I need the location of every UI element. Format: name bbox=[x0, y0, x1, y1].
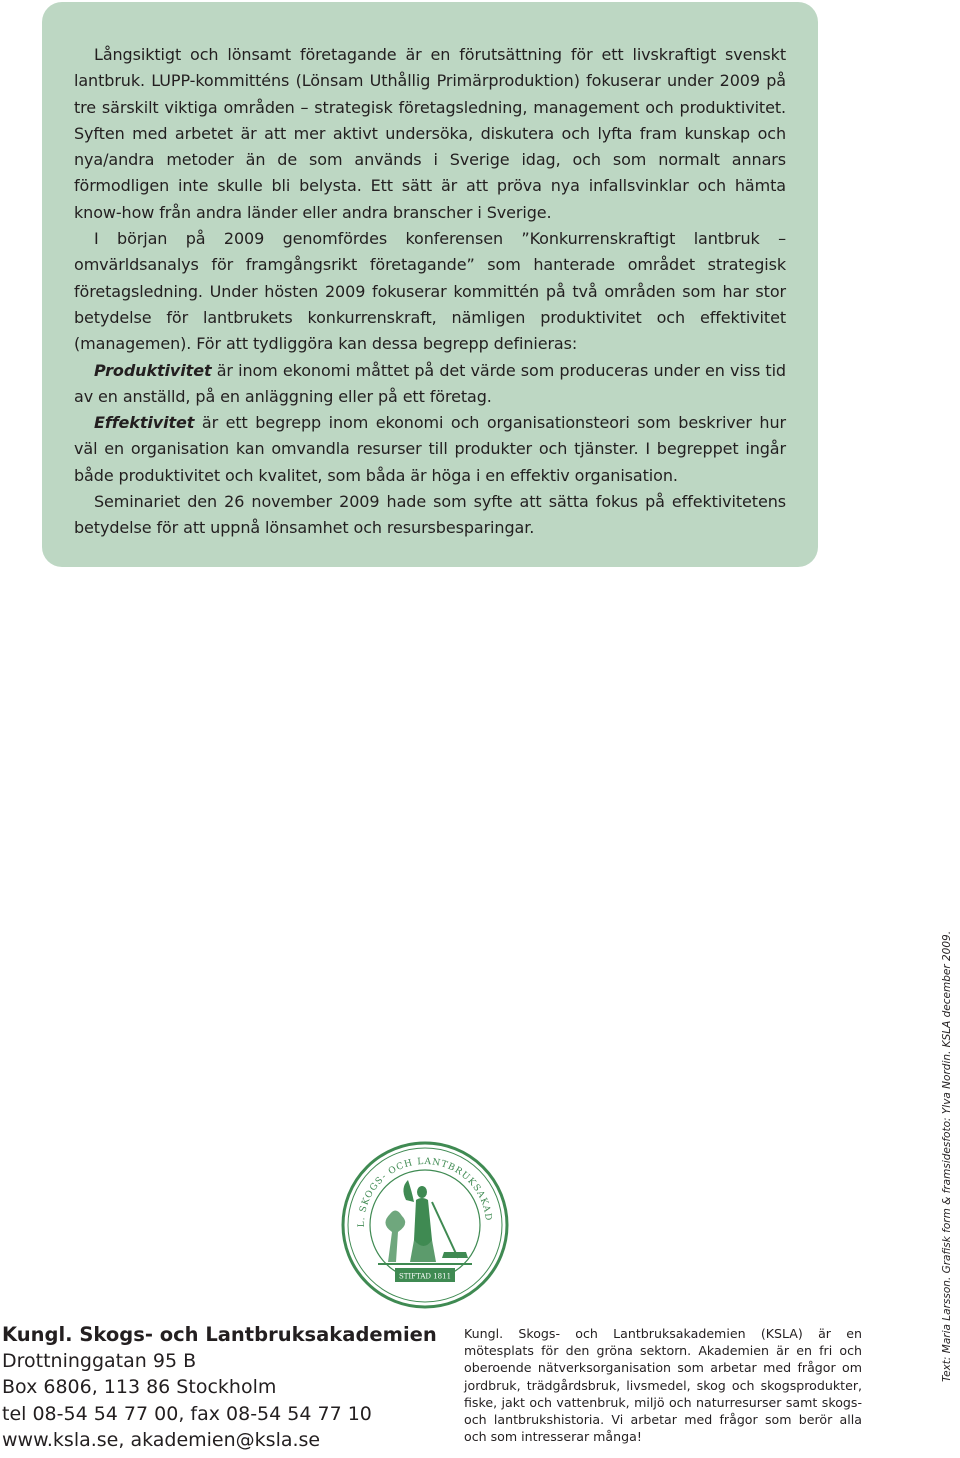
seal-figure-icon bbox=[378, 1180, 472, 1264]
contact-address bbox=[2, 1322, 437, 1453]
seal-lettering: L. SKOGS- OCH LANTBRUKSAKAD bbox=[356, 1156, 493, 1228]
term-efficiency: Effektivitet bbox=[94, 413, 195, 433]
address-box: Box 6806, 113 86 Stockholm bbox=[2, 1376, 277, 1399]
definition-efficiency bbox=[74, 410, 786, 489]
address-web: www.ksla.se, akademien@ksla.se bbox=[2, 1428, 321, 1451]
address-org-name: Kungl. Skogs- och Lantbruksakademien bbox=[2, 1323, 437, 1346]
address-street: Drottninggatan 95 B bbox=[2, 1350, 197, 1373]
about-text: Kungl. Skogs- och Lantbruksakademien (KSLA) är en mötesplats för den gröna sektorn. Akademien är en fri och oberoende nätverksorganisation som arbetar med frågor om jordbruk, trädgårdsbruk, livsmedel, skog och skogsprodukter, fiske, jakt och vattenbruk, miljö och naturresurser samt skogs- och lantbrukshistoria. Vi arbetar med frågor som berör alla och som intresserar många! bbox=[464, 1326, 862, 1445]
intro-paragraph-1: Långsiktigt och lönsamt företagande är en förutsättning för ett livskraftigt svenskt lantbruk. LUPP-kommitténs (Lönsam Uthållig Primärproduktion) fokuserar under 2009 på tre särskilt viktiga områden – strategisk företagsledning, management och produktivitet. Syften med arbetet är att mer aktivt undersöka, diskutera och lyfta fram kunskap och nya/andra metoder än de som används i Sverige idag, och som normalt annars förmodligen inte skulle bli belysta. Ett sätt är att pröva nya infallsvinklar och hämta know-how från andra länder eller andra branscher i Sverige. bbox=[74, 45, 786, 222]
seal-graphic bbox=[340, 1140, 510, 1310]
term-productivity: Produktivitet bbox=[94, 360, 212, 380]
credits-text: Text: Maria Larsson. Grafisk form & framsidesfoto: Ylva Nordin. KSLA december 2009. bbox=[941, 930, 953, 1382]
academy-seal-icon bbox=[340, 1140, 510, 1310]
address-phone: tel 08-54 54 77 00, fax 08-54 54 77 10 bbox=[2, 1402, 372, 1425]
intro-paragraph-2: I början på 2009 genomfördes konferensen ”Konkurrenskraftigt lantbruk – omvärldsanalys för framgångsrikt företagande” som hanterade området strategisk företagsledning. Under hösten 2009 fokuserar kommittén på två områden som har stor betydelse för lantbrukets konkurrenskraft, nämligen produktivitet och effektivitet (managemen). För att tydliggöra kan dessa begrepp definieras: bbox=[74, 229, 786, 354]
definition-productivity bbox=[74, 358, 786, 411]
definition-efficiency-text: är ett begrepp inom ekonomi och organisationsteori som beskriver hur väl en organisation kan omvandla resurser till produkter och tjänster. I begreppet ingår både produktivitet och kvalitet, som båda är höga i en effektiv organisation. bbox=[74, 413, 786, 485]
definition-productivity-text: är inom ekonomi måttet på det värde som produceras under en viss tid av en anställd, på en anläggning eller på ett företag. bbox=[74, 360, 786, 406]
intro-text bbox=[74, 42, 786, 542]
intro-paragraph-5: Seminariet den 26 november 2009 hade som syfte att sätta fokus på effektivitetens betydelse för att uppnå lönsamhet och resursbesparingar. bbox=[74, 492, 786, 538]
intro-box bbox=[42, 2, 818, 567]
seal-year: STIFTAD 1811 bbox=[398, 1272, 452, 1281]
